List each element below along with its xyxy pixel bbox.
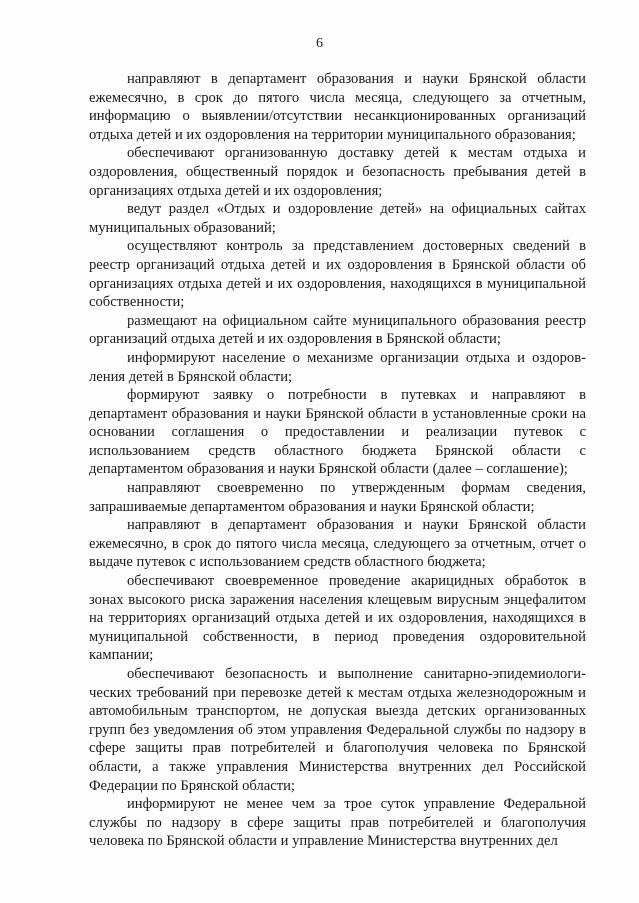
paragraph-acaricide-treatment: обеспечивают своевременное проведение акарицидных обработок в зонах высокого риска заражения населения клещевым вирусным энцефалитом на территориях организаций отдыха детей и их оздоровления, находящихся в муниципальной собственности, в период проведения оздоровительной кампании; (89, 573, 586, 664)
paragraph-advance-notice: информируют не менее чем за трое суток управление Федеральной службы по надзору в сфере защиты прав потребителей и благополучия человека по Брянской области и управление Министерства внутренних дел (89, 796, 586, 850)
paragraph-registry-publish: размещают на официальном сайте муниципального образования реестр организаций отдыха детей и их оздоровления в Брянской области; (89, 312, 586, 348)
paragraph-voucher-request: формируют заявку о потребности в путевках и направляют в департамент образования и науки Брянской области в установленные сроки на основании соглашения о предоставлении и реализации путевок с использованием средств областного бюджета Брянской области с департаментом образования и науки Брянской области (далее – соглашение); (89, 387, 586, 478)
paragraph-voucher-report: направляют в департамент образования и науки Брянской области ежемесячно, в срок до пятого числа месяца, следующего за отчетным, отчет о выдаче путевок с использованием средств областного бюджета; (89, 517, 586, 571)
paragraph-reporting-unauthorized: направляют в департамент образования и науки Брянской области ежемесячно, в срок до пятого числа месяца, следующего за отчетным, информацию о выявлении/отсутствии несанкционированных организаций отдыха детей и их оздоровления на территории муниципального образования; (89, 71, 586, 143)
paragraph-inform-population: информируют население о механизме организации отдыха и оздоровления детей в Брянской области; (89, 349, 586, 385)
page-number: 6 (316, 36, 323, 51)
paragraph-send-information: направляют своевременно по утвержденным формам сведения, запрашиваемые департаментом образования и науки Брянской области; (89, 480, 586, 515)
paragraph-transport-requirements: обеспечивают безопасность и выполнение санитарно-эпидемиологических требований при перевозке детей к местам отдыха железнодорожным и автомобильным транспортом, не допуская выезда детских организованных групп без уведомления об этом управления Федеральной службы по надзору в сфере защиты прав потребителей и благополучия человека по Брянской области, а также управления Министерства внутренних дел Российской Федерации по Брянской области; (89, 666, 586, 794)
paragraph-website-section: ведут раздел «Отдых и оздоровление детей» на официальных сайтах муниципальных образований; (89, 201, 586, 236)
document-body (89, 70, 586, 851)
paragraph-transport-safety: обеспечивают организованную доставку детей к местам отдыха и оздоровления, общественный порядок и безопасность пребывания детей в организациях отдыха детей и их оздоровления; (89, 145, 586, 199)
paragraph-registry-control: осуществляют контроль за представлением достоверных сведений в реестр организаций отдыха детей и их оздоровления в Брянской области об организациях отдыха детей и их оздоровления, находящихся в муниципальной собственности; (89, 238, 586, 311)
